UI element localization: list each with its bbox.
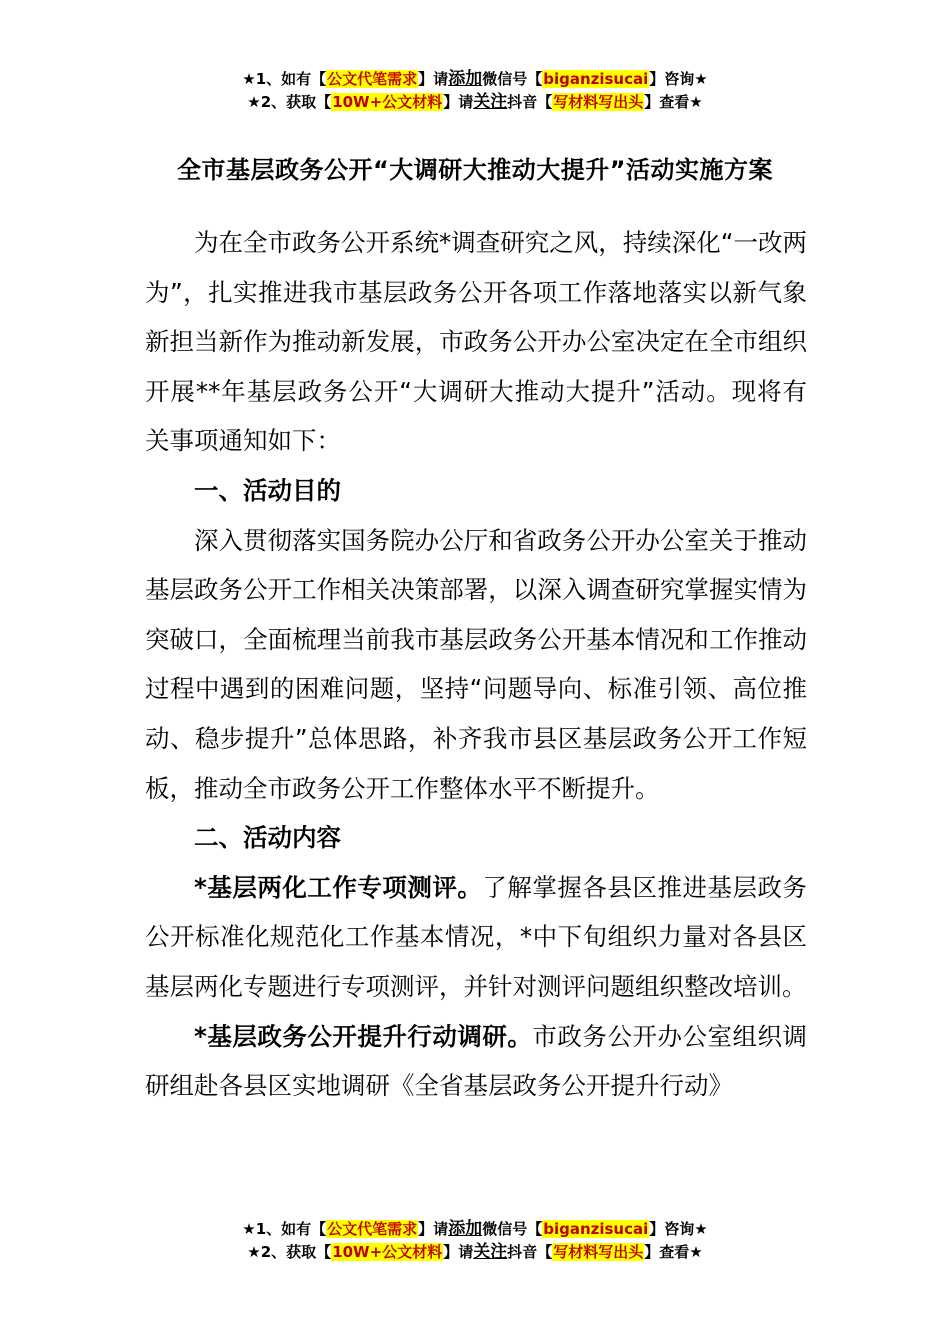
banner-line-2	[0, 1241, 950, 1264]
banner-text: 微信号【	[482, 70, 543, 88]
content-item-1-title: *基层两化工作专项测评。	[194, 872, 483, 902]
content-item-2-title: *基层政务公开提升行动调研。	[194, 1021, 533, 1051]
banner-text: 】咨询★	[649, 70, 708, 88]
intro-paragraph: 为在全市政务公开系统*调查研究之风，持续深化“一改两为”，扎实推进我市基层政务公开各项工作落地落实以新气象新担当新作为推动新发展，市政务公开办公室决定在全市组织开展**年基层政务公开“大调研大推动大提升”活动。现将有关事项通知如下：	[145, 228, 807, 456]
banner-line-2	[0, 91, 950, 114]
banner-wechat-id: biganzisucai	[543, 1220, 649, 1238]
banner-highlight: 10W+公文材料	[332, 93, 443, 111]
section-paragraph-purpose: 深入贯彻落实国务院办公厅和省政务公开办公室关于推动基层政务公开工作相关决策部署，以深入调查研究掌握实情为突破口，全面梳理当前我市基层政务公开基本情况和工作推动过程中遇到的困难问题，坚持“问题导向、标准引领、高位推动、稳步提升”总体思路，补齐我市县区基层政务公开工作短板，推动全市政务公开工作整体水平不断提升。	[145, 525, 807, 803]
banner-line-1	[0, 1218, 950, 1241]
banner-underlined-text: 关注	[473, 92, 508, 112]
banner-text: 】咨询★	[649, 1220, 708, 1238]
banner-text: 】查看★	[644, 1243, 703, 1261]
banner-underlined-text: 关注	[473, 1242, 508, 1262]
banner-text: 抖音【	[507, 93, 553, 111]
banner-highlight: 公文代笔需求	[327, 70, 418, 88]
banner-text: 】请	[443, 1243, 474, 1261]
content-item-2-text: 市政务公开办公室组织调研组赴各县区实地调研《全省基层政务公开提升行动》	[145, 1021, 807, 1101]
banner-underlined-text: 添加	[448, 69, 483, 89]
banner-highlight: 10W+公文材料	[332, 1243, 443, 1261]
banner-text: 】请	[443, 93, 474, 111]
banner-text: 微信号【	[482, 1220, 543, 1238]
content-item-2	[145, 1012, 807, 1111]
banner-text: ★1、如有【	[242, 1220, 327, 1238]
banner-text: ★1、如有【	[242, 70, 327, 88]
banner-text: ★2、获取【	[247, 1243, 332, 1261]
section-heading-purpose: 一、活动目的	[194, 475, 341, 505]
banner-text: 】请	[418, 1220, 449, 1238]
top-banner	[0, 68, 950, 114]
banner-text: ★2、获取【	[247, 93, 332, 111]
document-body	[145, 218, 807, 1111]
banner-underlined-text: 添加	[448, 1219, 483, 1239]
banner-line-1	[0, 68, 950, 91]
banner-text: 】请	[418, 70, 449, 88]
content-item-1-text: 了解掌握各县区推进基层政务公开标准化规范化工作基本情况，*中下旬组织力量对各县区基层两化专题进行专项测评，并针对测评问题组织整改培训。	[145, 872, 807, 1001]
content-item-1	[145, 863, 807, 1012]
banner-text: 】查看★	[644, 93, 703, 111]
banner-douyin-id: 写材料写出头	[553, 93, 644, 111]
banner-douyin-id: 写材料写出头	[553, 1243, 644, 1261]
bottom-banner	[0, 1218, 950, 1264]
banner-wechat-id: biganzisucai	[543, 70, 649, 88]
section-heading-content: 二、活动内容	[194, 823, 341, 853]
banner-highlight: 公文代笔需求	[327, 1220, 418, 1238]
banner-text: 抖音【	[507, 1243, 553, 1261]
document-title: 全市基层政务公开“大调研大推动大提升”活动实施方案	[176, 156, 774, 184]
